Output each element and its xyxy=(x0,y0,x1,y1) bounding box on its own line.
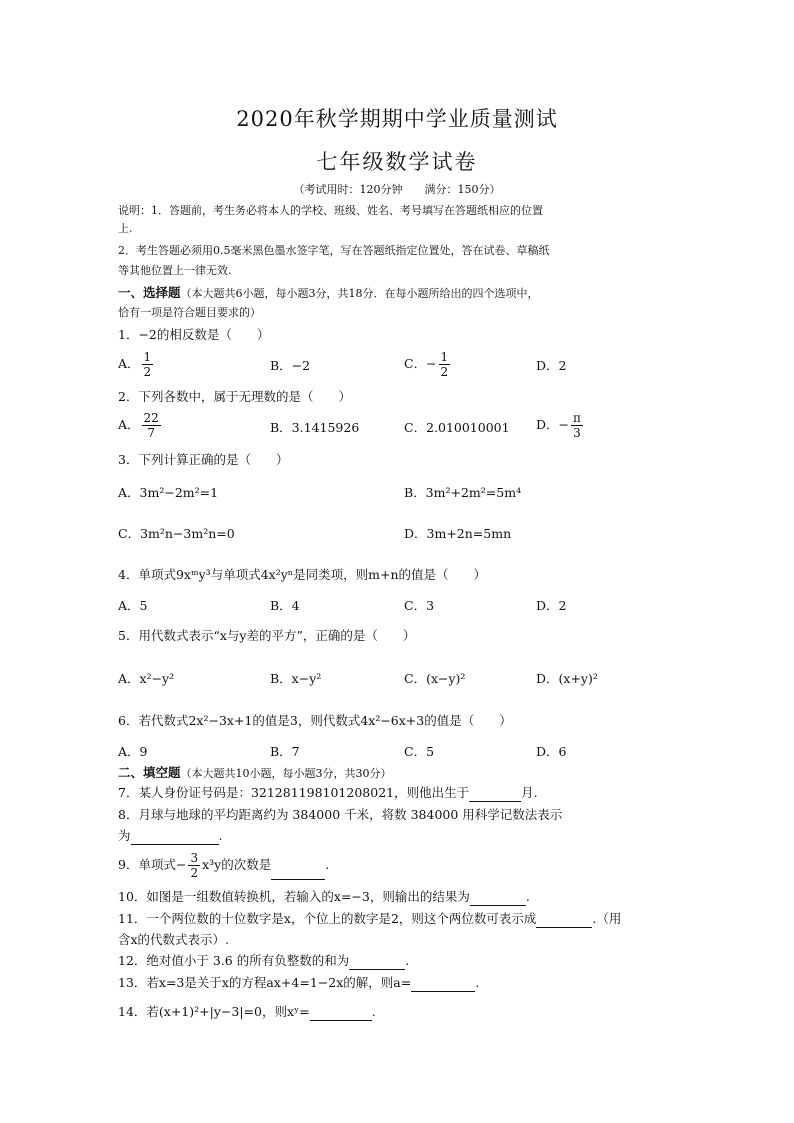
section-1-heading: 一、选择题 xyxy=(118,285,181,300)
question-7 xyxy=(118,784,538,802)
q6-option-b: B．7 xyxy=(270,744,300,759)
section-1-header xyxy=(118,284,539,303)
q14-text: 14．若(x+1)²+|y−3|=0，则xʸ= xyxy=(118,1004,310,1019)
q4-option-c: C．3 xyxy=(404,598,435,613)
q10-text-end: . xyxy=(525,889,530,904)
q7-blank xyxy=(469,787,521,802)
q9-text-mid: x³y的次数是 xyxy=(202,857,272,872)
q12-text: 12．绝对值小于 3.6 的所有负整数的和为 xyxy=(118,953,350,968)
q1-c-fraction xyxy=(439,350,451,379)
q5-option-c: C．(x−y)² xyxy=(404,671,466,686)
q11-text-end: .（用 xyxy=(592,911,622,926)
q3-option-b: B．3m²+2m²=5m⁴ xyxy=(404,485,522,500)
question-6-stem: 6．若代数式2x²−3x+1的值是3，则代数式4x²−6x+3的值是（ ） xyxy=(118,713,512,728)
q13-text-end: . xyxy=(475,975,480,990)
section-2-heading: 二、填空题 xyxy=(118,765,181,780)
q1-option-c xyxy=(404,350,452,379)
question-12 xyxy=(118,952,409,970)
q1-option-d: D．2 xyxy=(536,358,567,373)
question-10 xyxy=(118,888,530,906)
question-2-stem: 2．下列各数中，属于无理数的是（ ） xyxy=(118,389,351,404)
q2-d-label: D．− xyxy=(536,417,569,432)
q6-option-c: C．5 xyxy=(404,744,435,759)
note-2-cont: 等其他位置上一律无效. xyxy=(118,264,232,277)
q12-blank xyxy=(349,955,405,970)
q1-text: 的相反数是（ ） xyxy=(156,327,270,342)
q1-option-b: B．−2 xyxy=(270,358,311,373)
q7-text-end: 月. xyxy=(521,785,538,800)
q7-text: 7．某人身份证号码是：321281198101208021，则他出生于 xyxy=(118,785,470,800)
q6-option-a: A．9 xyxy=(118,744,148,759)
question-9 xyxy=(118,851,329,880)
q5-option-b: B．x−y² xyxy=(270,671,322,686)
q9-blank xyxy=(271,865,325,880)
question-11 xyxy=(118,910,621,928)
q8-text-end: . xyxy=(218,828,223,843)
exam-info: （考试用时：120分钟 满分：150分） xyxy=(293,183,501,196)
q2-option-a xyxy=(118,411,163,440)
q2-option-c: C．2.010010001 xyxy=(404,420,510,435)
q14-text-end: . xyxy=(371,1004,376,1019)
q8-text: 为 xyxy=(118,828,131,843)
question-11-cont: 含x的代数式表示）. xyxy=(118,932,230,947)
q1-c-label: C．− xyxy=(404,356,437,371)
q4-option-a: A．5 xyxy=(118,598,148,613)
q9-fraction xyxy=(188,851,200,880)
q3-option-d: D．3m+2n=5mn xyxy=(404,526,512,541)
note-1-cont: 上. xyxy=(118,222,133,235)
q1-option-a xyxy=(118,350,155,379)
q1-a-label: A． xyxy=(118,356,140,371)
question-1-stem xyxy=(118,326,269,344)
q8-blank xyxy=(131,830,219,845)
q2-a-den: 7 xyxy=(147,426,155,440)
note-2: 2．考生答题必须用0.5毫米黑色墨水签字笔，写在答题纸指定位置处，答在试卷、草稿纸 xyxy=(118,244,550,257)
q2-option-d xyxy=(536,411,585,440)
q4-option-d: D．2 xyxy=(536,598,567,613)
q9-den: 2 xyxy=(190,866,199,880)
question-8: 8．月球与地球的平均距离约为 384000 千米，将数 384000 用科学记数法表示 xyxy=(118,807,563,822)
section-2-header xyxy=(118,764,392,783)
q13-blank xyxy=(411,977,475,992)
q10-blank xyxy=(470,891,526,906)
q11-blank xyxy=(536,913,592,928)
q10-text: 10．如图是一组数值转换机，若输入的x=−3，则输出的结果为 xyxy=(118,889,470,904)
q1-a-den: 2 xyxy=(143,365,152,379)
question-8-cont xyxy=(118,827,223,845)
q14-blank xyxy=(310,1006,372,1021)
q1-c-den: 2 xyxy=(440,365,449,379)
question-14 xyxy=(118,1003,376,1021)
page-title: 2020年秋学期期中学业质量测试 xyxy=(236,107,558,131)
q2-a-num: 22 xyxy=(143,411,159,425)
q2-option-b: B．3.1415926 xyxy=(270,420,360,435)
q12-text-end: . xyxy=(405,953,410,968)
q13-text: 13．若x=3是关于x的方程ax+4=1−2x的解，则a= xyxy=(118,975,412,990)
section-2-desc: （本大题共10小题，每小题3分，共30分） xyxy=(180,767,392,780)
note-1: 说明：1．答题前，考生务必将本人的学校、班级、姓名、考号填写在答题纸相应的位置 xyxy=(118,204,543,217)
q9-text: 9．单项式− xyxy=(118,857,187,872)
section-1-desc: （本大题共6小题，每小题3分，共18分．在每小题所给出的四个选项中， xyxy=(180,287,539,300)
page-subtitle: 七年级数学试卷 xyxy=(316,150,478,174)
question-5-stem: 5．用代数式表示“x与y差的平方”，正确的是（ ） xyxy=(118,628,416,643)
q5-option-a: A．x²−y² xyxy=(118,671,175,686)
question-13 xyxy=(118,974,479,992)
q2-d-num: π xyxy=(573,411,581,425)
q2-a-fraction xyxy=(142,411,161,440)
q4-option-b: B．4 xyxy=(270,598,300,613)
q11-text: 11．一个两位数的十位数字是x，个位上的数字是2，则这个两位数可表示成 xyxy=(118,911,537,926)
q9-text-end: . xyxy=(325,857,330,872)
q6-option-d: D．6 xyxy=(536,744,567,759)
q1-c-num: 1 xyxy=(440,350,449,364)
q1-number: 1． xyxy=(118,327,139,342)
q1-a-num: 1 xyxy=(143,350,152,364)
q5-option-d: D．(x+y)² xyxy=(536,671,598,686)
q9-num: 3 xyxy=(190,851,199,865)
q1-a-fraction xyxy=(142,350,154,379)
question-4-stem: 4．单项式9xᵐy³与单项式4x²yⁿ是同类项，则m+n的值是（ ） xyxy=(118,567,487,582)
q1-value: −2 xyxy=(138,327,157,342)
q3-option-a: A．3m²−2m²=1 xyxy=(118,485,219,500)
q2-d-den: 3 xyxy=(573,426,581,440)
q2-a-label: A． xyxy=(118,417,140,432)
question-3-stem: 3．下列计算正确的是（ ） xyxy=(118,452,289,467)
q2-d-fraction xyxy=(571,411,583,440)
section-1-desc-cont: 恰有一项是符合题目要求的） xyxy=(118,306,261,319)
q3-option-c: C．3m²n−3m²n=0 xyxy=(118,526,235,541)
